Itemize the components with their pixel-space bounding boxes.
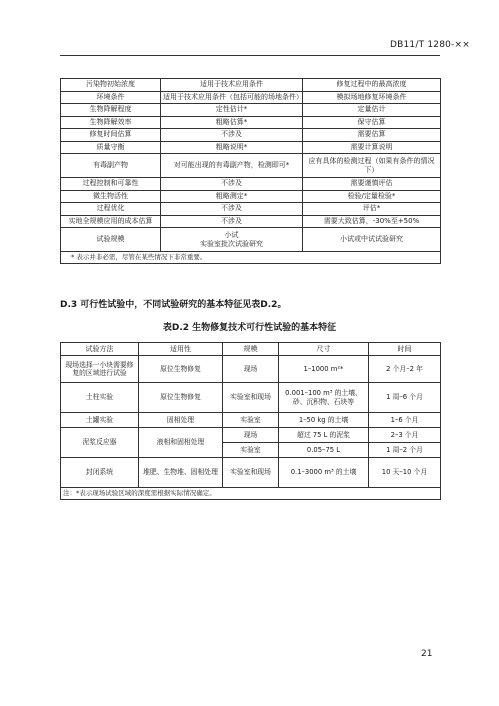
table-row (61, 215, 441, 228)
cell: 不涉及 (161, 178, 303, 191)
cell: 过程控制和可靠性 (61, 178, 161, 191)
table-row (61, 428, 441, 443)
table-note-row (61, 252, 441, 264)
feasibility-table (60, 342, 441, 500)
table-note: * 表示并非必需，尽管在某些情况下非常重要。 (61, 252, 441, 264)
table-note-row (61, 488, 441, 500)
table-row (61, 458, 441, 488)
cell: 0.001–100 m³ 的土壤、砂、沉积物、石块等 (279, 383, 369, 413)
table-row (61, 116, 441, 129)
cell: 质量守衡 (61, 141, 161, 154)
table-row (61, 79, 441, 92)
column-header: 适用性 (139, 343, 223, 356)
table-row (61, 91, 441, 104)
cell: 过程优化 (61, 203, 161, 216)
cell: 实验室 (223, 443, 279, 458)
cell: 实验室和现场 (223, 383, 279, 413)
cell: 堆肥、生物堆、固相处理 (139, 458, 223, 488)
cell: 不涉及 (161, 129, 303, 142)
cell: 适用于技术应用条件 (161, 79, 303, 92)
column-header: 试验方法 (61, 343, 139, 356)
cell: 封闭系统 (61, 458, 139, 488)
table-row (61, 178, 441, 191)
cell: 粗略测定* (161, 190, 303, 203)
cell: 试验规模 (61, 228, 161, 252)
cell: 需要大致估算，-30%至+50% (303, 215, 441, 228)
cell: 微生物活性 (61, 190, 161, 203)
cell: 不涉及 (161, 203, 303, 216)
cell: 1–6 个月 (369, 413, 441, 428)
document-code: DB11/T 1280-×× (390, 40, 470, 50)
table-caption: 表D.2 生物修复技术可行性试验的基本特征 (162, 323, 337, 333)
cell: 实地全规模应用的成本估算 (61, 215, 161, 228)
cell: 1 周–2 个月 (369, 443, 441, 458)
cell: 实验室和现场 (223, 458, 279, 488)
cell: 实验室 (223, 413, 279, 428)
cell: 0.05–75 L (279, 443, 369, 458)
cell: 修复过程中的最高浓度 (303, 79, 441, 92)
cell: 保守估算 (303, 116, 441, 129)
cell: 需要谨慎评估 (303, 178, 441, 191)
cell: 超过 75 L 的泥浆 (279, 428, 369, 443)
cell: 小试或中试试验研究 (303, 228, 441, 252)
table-header-row (61, 343, 441, 356)
table-row (61, 356, 441, 383)
table-row (61, 141, 441, 154)
cell: 生物降解效率 (61, 116, 161, 129)
cell: 应有具体的检测过程（如果有条件的情况下） (303, 154, 441, 178)
cell: 定量估计 (303, 104, 441, 117)
table-row (61, 228, 441, 252)
section-heading: D.3 可行性试验中，不同试验研究的基本特征见表D.2。 (60, 300, 287, 310)
table-row (61, 154, 441, 178)
header-rule (60, 55, 440, 56)
cell: 修复时间估算 (61, 129, 161, 142)
cell: 1–50 kg 的土壤 (279, 413, 369, 428)
cell: 2–3 个月 (369, 428, 441, 443)
cell: 环境条件 (61, 91, 161, 104)
cell: 1–1000 m²* (279, 356, 369, 383)
cell: 现场 (223, 428, 279, 443)
cell: 现场选择一小块需要修复的区域进行试验 (61, 356, 139, 383)
column-header: 尺寸 (279, 343, 369, 356)
table-row (61, 129, 441, 142)
cell: 液相和固相处理 (139, 428, 223, 458)
cell (161, 228, 303, 252)
cell: 适用于技术应用条件（包括可能的场地条件） (161, 91, 303, 104)
cell: 检验/定量检验* (303, 190, 441, 203)
cell: 原位生物修复 (139, 383, 223, 413)
table-row (61, 413, 441, 428)
column-header: 规模 (223, 343, 279, 356)
cell: 1 周–6 个月 (369, 383, 441, 413)
cell: 原位生物修复 (139, 356, 223, 383)
cell: 不涉及 (161, 215, 303, 228)
scale-line-1: 小试 (224, 230, 239, 239)
cell: 0.1–3000 m³ 的土壤 (279, 458, 369, 488)
page-number: 21 (421, 649, 433, 659)
characteristics-table (60, 78, 441, 264)
table-row (61, 190, 441, 203)
cell: 污染物初始浓度 (61, 79, 161, 92)
scale-line-2: 实验室批次试验研究 (200, 239, 263, 248)
cell: 10 天–10 个月 (369, 458, 441, 488)
cell: 泥浆反应器 (61, 428, 139, 458)
cell: 粗略估算* (161, 116, 303, 129)
cell: 对可能出现的有毒副产物，检测即可* (161, 154, 303, 178)
table-row (61, 383, 441, 413)
cell: 现场 (223, 356, 279, 383)
cell: 粗略说明* (161, 141, 303, 154)
cell: 土罐实验 (61, 413, 139, 428)
cell: 土柱实验 (61, 383, 139, 413)
cell: 需要计算说明 (303, 141, 441, 154)
cell: 生物降解程度 (61, 104, 161, 117)
table-note: 注：*表示现场试验区域的深度需根据实际情况确定。 (61, 488, 441, 500)
cell: 有毒副产物 (61, 154, 161, 178)
cell: 模拟场地修复环境条件 (303, 91, 441, 104)
cell: 固相处理 (139, 413, 223, 428)
cell: 需要估算 (303, 129, 441, 142)
table-row (61, 203, 441, 216)
column-header: 时间 (369, 343, 441, 356)
cell: 定性估计* (161, 104, 303, 117)
cell: 2 个月–2 年 (369, 356, 441, 383)
table-row (61, 104, 441, 117)
cell: 评估* (303, 203, 441, 216)
